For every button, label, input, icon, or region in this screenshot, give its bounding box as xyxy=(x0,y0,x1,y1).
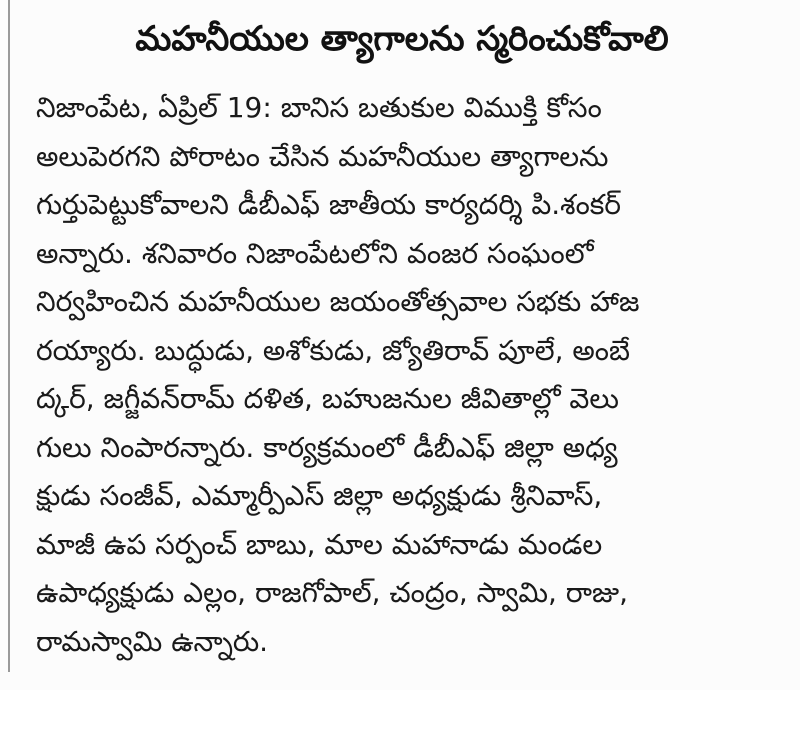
body-line: క్షుడు సంజీవ్, ఎమ్మార్పీఎస్ జిల్లా అధ్యక్షుడు శ్రీనివాస్, xyxy=(36,479,603,512)
body-line: అలుపెరగని పోరాటం చేసిన మహనీయుల త్యాగాలను xyxy=(36,139,609,173)
body-line: అన్నారు. శనివారం నిజాంపేటలోని వంజర సంఘంలో xyxy=(36,236,594,270)
body-line: నిర్వహించిన మహనీయుల జయంతోత్సవాల సభకు హాజ xyxy=(36,285,640,318)
body-line: మాజీ ఉప సర్పంచ్ బాబు, మాల మహానాడు మండల xyxy=(36,527,603,561)
body-line: నిజాంపేట, ఏప్రిల్ 19: బానిస బతుకుల విముక్తి కోసం xyxy=(36,91,602,124)
body-line: రామస్వామి ఉన్నారు. xyxy=(36,624,269,658)
article-body xyxy=(36,84,776,666)
body-line: ద్కర్, జగ్జీవన్‌రామ్ దళిత, బహుజనుల జీవితాల్లో వెలు xyxy=(36,382,619,415)
column-divider xyxy=(8,0,10,672)
body-line: గులు నింపారన్నారు. కార్యక్రమంలో డీబీఎఫ్ జిల్లా అధ్య xyxy=(36,430,618,464)
headline: మహనీయుల త్యాగాలను స్మరించుకోవాలి xyxy=(135,19,669,59)
body-line: రయ్యారు. బుద్ధుడు, అశోకుడు, జ్యోతిరావ్ పూలే, అంబే xyxy=(36,333,630,367)
body-line: గుర్తుపెట్టుకోవాలని డీబీఎఫ్ జాతీయ కార్యదర్శి పి.శంకర్ xyxy=(36,188,621,221)
body-line: ఉపాధ్యక్షుడు ఎల్లం, రాజగోపాల్, చంద్రం, స్వామి, రాజు, xyxy=(36,576,628,609)
